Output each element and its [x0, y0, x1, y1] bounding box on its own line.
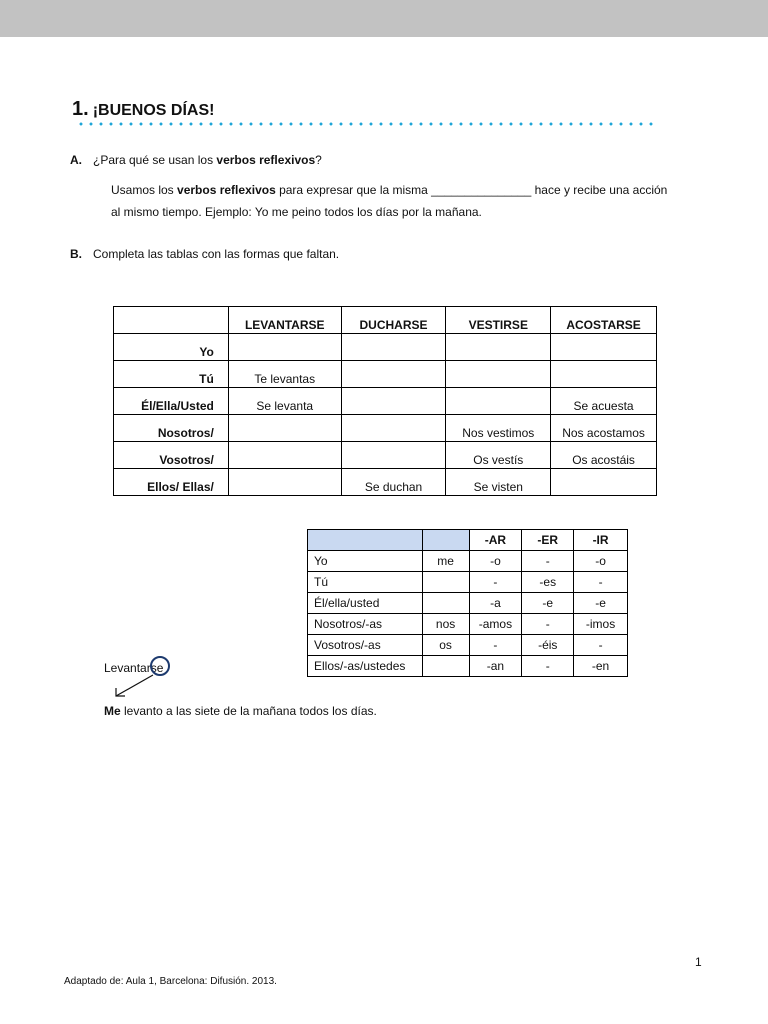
table-cell[interactable]	[228, 334, 341, 361]
question-a-pre: ¿Para qué se usan los	[93, 153, 217, 167]
table-cell[interactable]	[446, 334, 551, 361]
endings-row-label: Tú	[308, 572, 423, 593]
endings-row-label: Ellos/-as/ustedes	[308, 656, 423, 677]
endings-cell: -an	[469, 656, 522, 677]
endings-cell: -es	[522, 572, 574, 593]
endings-cell: -	[522, 656, 574, 677]
endings-cell: -	[522, 551, 574, 572]
table-row	[308, 656, 628, 677]
table-cell[interactable]	[551, 334, 657, 361]
endings-cell: -	[469, 635, 522, 656]
endings-cell	[422, 593, 469, 614]
table-cell[interactable]: Nos acostamos	[551, 415, 657, 442]
answer-a-l1-pre: Usamos los	[111, 183, 178, 197]
table-header-row	[114, 307, 657, 334]
table-cell[interactable]	[341, 442, 446, 469]
endings-row-label: Nosotros/-as	[308, 614, 423, 635]
table-cell[interactable]	[341, 415, 446, 442]
endings-header-cell	[308, 530, 423, 551]
footer-citation: Adaptado de: Aula 1, Barcelona: Difusión. 2013.	[64, 976, 277, 987]
table-cell[interactable]: Se duchan	[341, 469, 446, 496]
table-cell[interactable]	[551, 469, 657, 496]
endings-cell: -a	[469, 593, 522, 614]
question-a-post: ?	[315, 153, 322, 167]
endings-row-label: Él/ella/usted	[308, 593, 423, 614]
section-title-text: ¡BUENOS DÍAS!	[92, 102, 215, 119]
endings-header-cell	[422, 530, 469, 551]
table-row	[308, 614, 628, 635]
question-a-letter: A.	[70, 153, 82, 167]
table-header-cell: ACOSTARSE	[551, 307, 657, 334]
endings-cell: -en	[574, 656, 628, 677]
section-number: 1.	[72, 98, 89, 120]
endings-table	[307, 529, 628, 677]
arrow-icon	[110, 672, 160, 702]
table-cell[interactable]	[551, 361, 657, 388]
endings-cell	[422, 656, 469, 677]
row-label: Ellos/ Ellas/	[114, 469, 229, 496]
table-cell[interactable]: Nos vestimos	[446, 415, 551, 442]
table-cell[interactable]	[228, 442, 341, 469]
table-row	[114, 415, 657, 442]
table-cell[interactable]	[341, 334, 446, 361]
section-title	[72, 98, 214, 121]
table-cell[interactable]	[446, 388, 551, 415]
row-label: Vosotros/	[114, 442, 229, 469]
endings-cell: -	[469, 572, 522, 593]
endings-header-row	[308, 530, 628, 551]
table-row	[308, 593, 628, 614]
endings-cell: -	[574, 572, 628, 593]
example-sentence-rest: levanto a las siete de la mañana todos los días.	[120, 704, 377, 718]
table-row	[308, 572, 628, 593]
table-cell[interactable]: Se levanta	[228, 388, 341, 415]
endings-cell: -éis	[522, 635, 574, 656]
page-number: 1	[695, 955, 702, 969]
table-header-cell	[114, 307, 229, 334]
endings-cell: -o	[574, 551, 628, 572]
dotted-divider	[76, 122, 656, 126]
endings-header-cell: -AR	[469, 530, 522, 551]
table-cell[interactable]	[228, 469, 341, 496]
endings-cell	[422, 572, 469, 593]
table-cell[interactable]	[446, 361, 551, 388]
row-label: Nosotros/	[114, 415, 229, 442]
endings-cell: -o	[469, 551, 522, 572]
table-row	[114, 469, 657, 496]
question-b-letter: B.	[70, 247, 82, 261]
endings-cell: me	[422, 551, 469, 572]
table-header-cell: DUCHARSE	[341, 307, 446, 334]
table-row	[308, 551, 628, 572]
table-cell[interactable]	[228, 415, 341, 442]
table-row	[114, 388, 657, 415]
endings-header-cell: -ER	[522, 530, 574, 551]
answer-a-line1	[111, 179, 667, 201]
table-cell[interactable]: Os vestís	[446, 442, 551, 469]
example-verb: Levantarse	[104, 661, 164, 675]
top-header-bar	[0, 0, 768, 37]
endings-cell: -	[574, 635, 628, 656]
endings-row-label: Vosotros/-as	[308, 635, 423, 656]
example-sentence-bold: Me	[104, 704, 121, 718]
example-sentence	[104, 704, 377, 718]
answer-a-l1-post: para expresar que la misma _______________ hace y recibe una acción	[275, 183, 668, 197]
endings-cell: -amos	[469, 614, 522, 635]
table-header-cell: LEVANTARSE	[228, 307, 341, 334]
endings-cell: -	[522, 614, 574, 635]
row-label: Yo	[114, 334, 229, 361]
endings-row-label: Yo	[308, 551, 423, 572]
table-cell[interactable]: Os acostáis	[551, 442, 657, 469]
table-cell[interactable]: Se visten	[446, 469, 551, 496]
row-label: Él/Ella/Usted	[114, 388, 229, 415]
table-row	[308, 635, 628, 656]
table-row	[114, 442, 657, 469]
table-cell[interactable]	[341, 361, 446, 388]
answer-a-paragraph	[111, 179, 667, 223]
endings-cell: -imos	[574, 614, 628, 635]
answer-a-line2: al mismo tiempo. Ejemplo: Yo me peino todos los días por la mañana.	[111, 205, 482, 219]
table-cell[interactable]: Te levantas	[228, 361, 341, 388]
endings-cell: -e	[574, 593, 628, 614]
table-row	[114, 334, 657, 361]
question-a-text	[93, 153, 322, 167]
conjugation-table	[113, 306, 657, 496]
row-label: Tú	[114, 361, 229, 388]
endings-cell: -e	[522, 593, 574, 614]
table-cell[interactable]	[341, 388, 446, 415]
endings-header-cell: -IR	[574, 530, 628, 551]
table-header-cell: VESTIRSE	[446, 307, 551, 334]
question-b-text: Completa las tablas con las formas que faltan.	[93, 247, 340, 261]
endings-cell: nos	[422, 614, 469, 635]
endings-cell: os	[422, 635, 469, 656]
table-cell[interactable]: Se acuesta	[551, 388, 657, 415]
answer-a-l1-bold: verbos reflexivos	[177, 183, 276, 197]
table-row	[114, 361, 657, 388]
question-a-bold: verbos reflexivos	[216, 153, 316, 167]
